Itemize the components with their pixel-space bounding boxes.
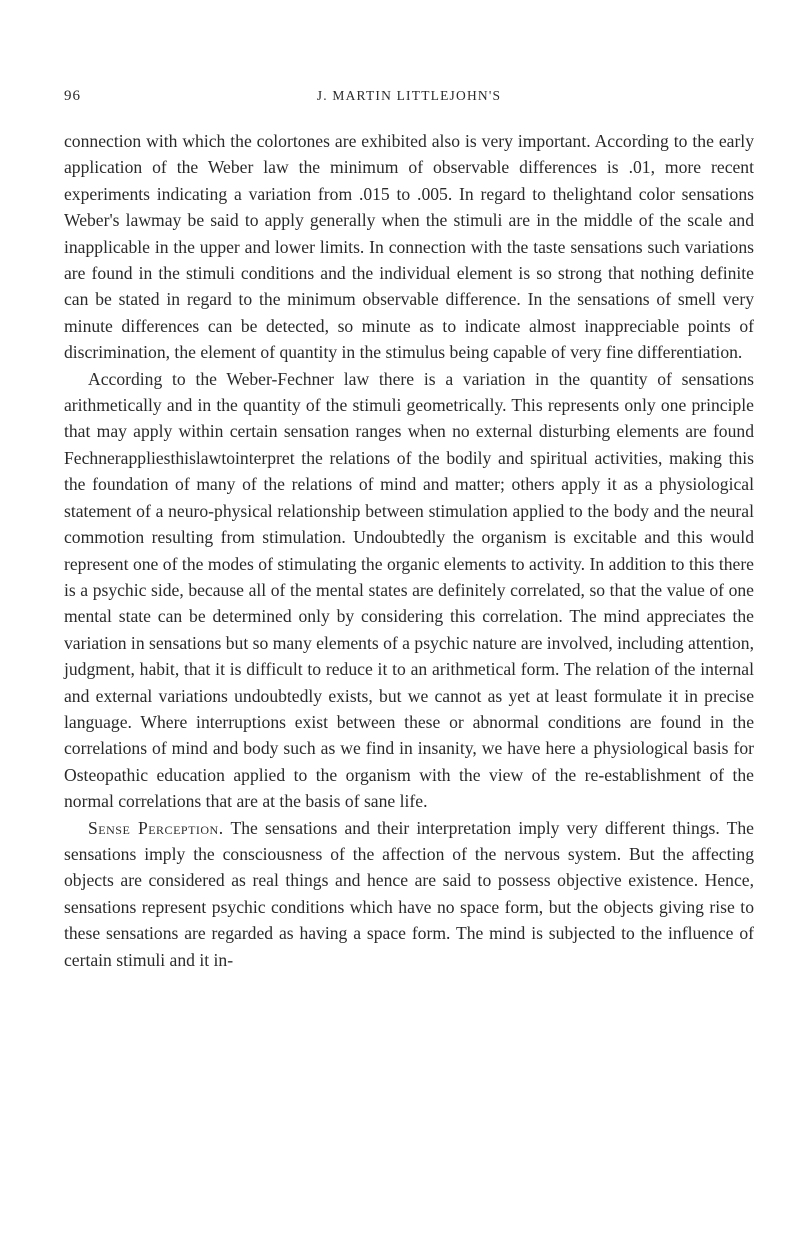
section-heading: Sense Perception. [88, 817, 224, 838]
page-number: 96 [64, 88, 81, 104]
text-body [64, 128, 754, 973]
running-title: J. MARTIN LITTLEJOHN'S [316, 88, 502, 103]
paragraph-3: The sensations and their interpretation imply very different things. The sensations imply the consciousness of the affection of the nervous system. But the affecting objects are considered as real things and hence are said to possess objective existence. Hence, sensations represent psychic conditions which have no space form, but the objects giving rise to these sensations are regarded as having a space form. The mind is subjected to the influence of certain stimuli and it in- [64, 817, 754, 970]
paragraph-2: According to the Weber-Fechner law there is a variation in the quantity of sensations arithmetically and in the quantity of the stimuli geometrically. This represents only one principle that may apply within certain sensation ranges when no external disturbing elements are found Fechnerappliesthislawtointerpret the relations of the bodily and spiritual activities, making this the foundation of many of the relations of mind and matter; others apply it as a physiological statement of a neuro-physical relationship between stimulation applied to the body and the neural commotion resulting from stimulation. Undoubtedly the organism is excitable and this would represent one of the modes of stimulating the organic elements to activity. In addition to this there is a psychic side, because all of the mental states are definitely correlated, so that the value of one mental state can be determined only by considering this correlation. The mind appreciates the variation in sensations but so many elements of a psychic nature are involved, including attention, judgment, habit, that it is difficult to reduce it to an arithmetical form. The relation of the internal and external variations undoubtedly exists, but we cannot as yet at least formulate it in precise language. Where interruptions exist between these or abnormal conditions are found in the correlations of mind and body such as we find in insanity, we have here a physiological basis for Osteopathic education applied to the organism with the view of the re-establishment of the normal correlations that are at the basis of sane life. [64, 368, 754, 812]
running-head [64, 88, 754, 110]
paragraph-1: connection with which the colortones are exhibited also is very important. According to the early application of the Weber law the minimum of observable differences is .01, more recent experiments indicating a variation from .015 to .005. In regard to thelightand color sensations Weber's lawmay be said to apply generally when the stimuli are in the middle of the scale and inapplicable in the upper and lower limits. In connection with the taste sensations such variations are found in the stimuli conditions and the individual element is so strong that nothing definite can be stated in regard to the minimum observable difference. In the sensations of smell very minute differences can be detected, so minute as to indicate almost inappreciable points of discrimination, the element of quantity in the stimulus being capable of very fine differentiation. [64, 131, 754, 363]
paragraph-3-container [64, 815, 754, 973]
